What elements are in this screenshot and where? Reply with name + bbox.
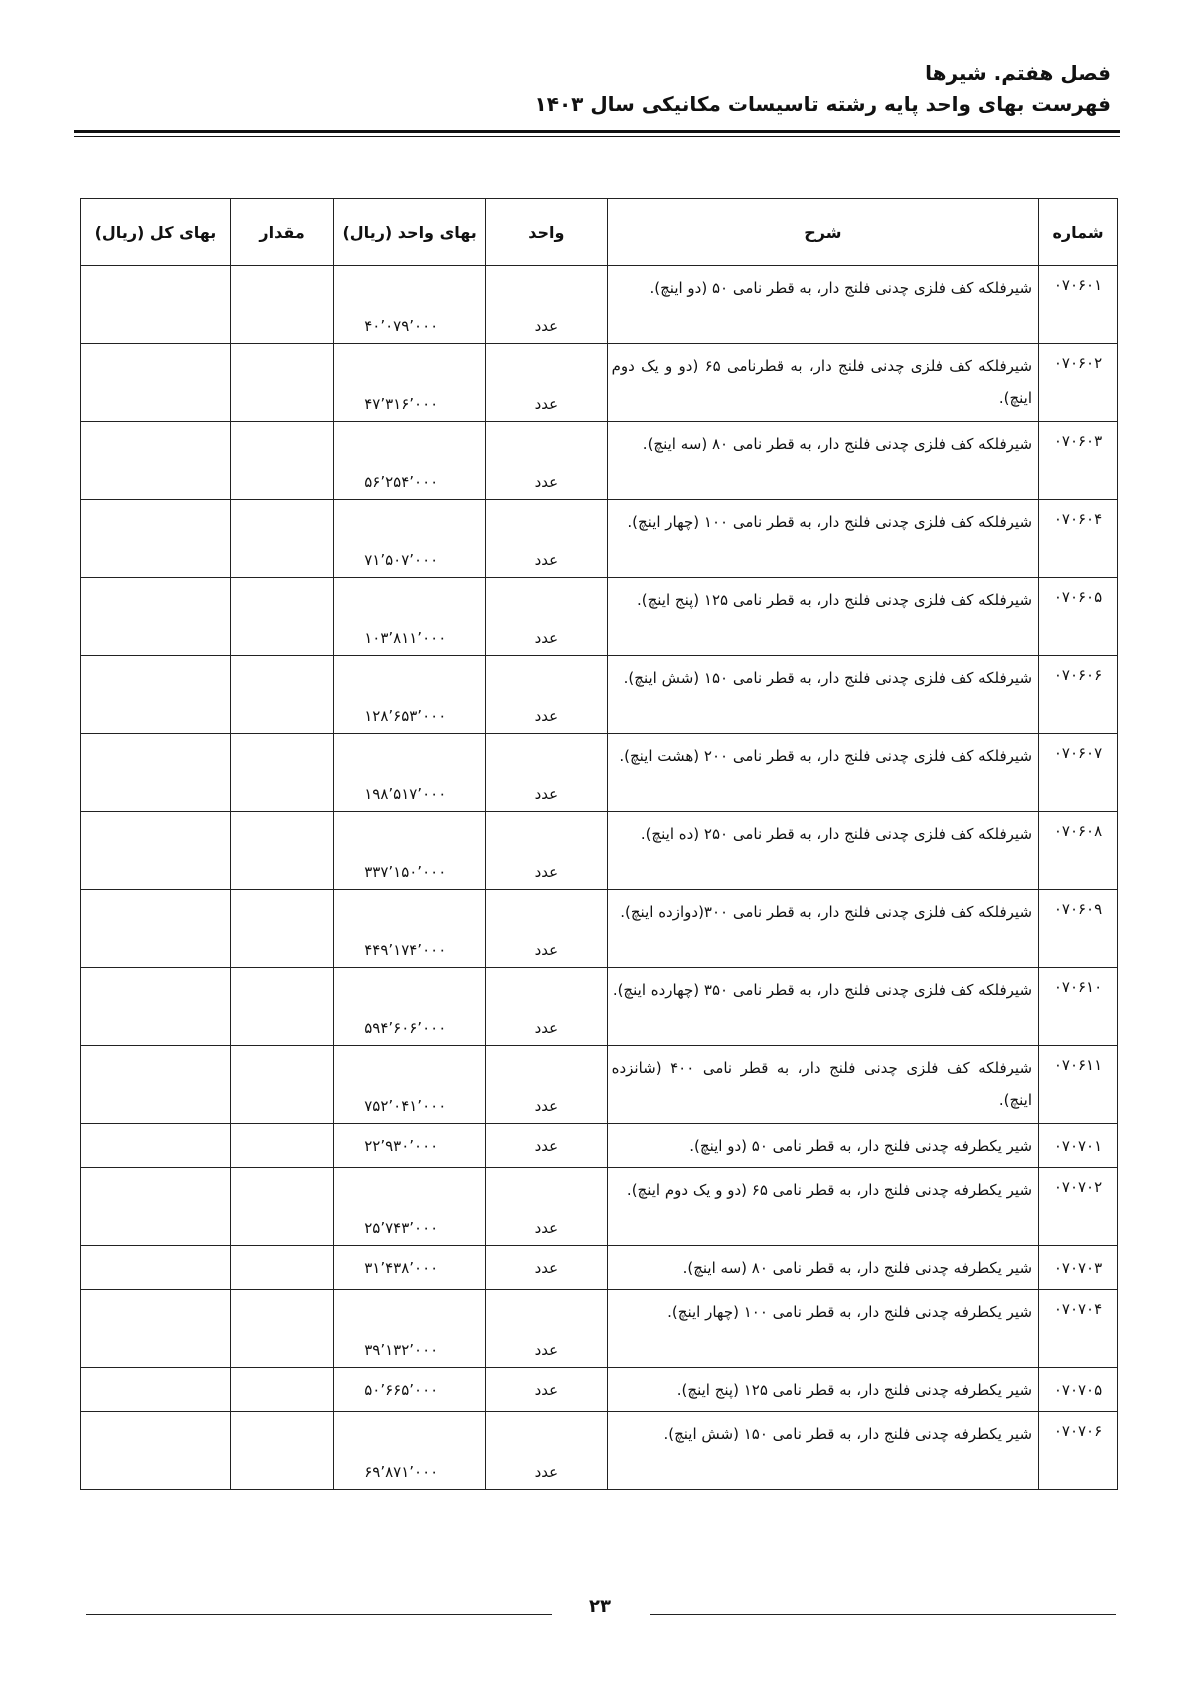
header-rule-thin <box>74 136 1120 137</box>
item-unit: عدد <box>486 422 608 500</box>
item-quantity <box>230 812 333 890</box>
item-unit-price: ۵۰٬۶۶۵٬۰۰۰ <box>334 1368 486 1412</box>
table-row <box>81 1412 1118 1490</box>
chapter-title: فصل هفتم. شیرها <box>925 61 1111 85</box>
footer-rule-left <box>86 1614 552 1615</box>
price-table <box>80 198 1118 1490</box>
item-description: شیرفلکه کف فلزی چدنی فلنج دار، به قطر نامی ۴۰۰ (شانزده اینچ). <box>607 1046 1038 1124</box>
item-unit: عدد <box>486 1168 608 1246</box>
item-quantity <box>230 968 333 1046</box>
item-description: شیرفلکه کف فلزی چدنی فلنج دار، به قطر نامی ۲۰۰ (هشت اینچ). <box>607 734 1038 812</box>
item-total <box>81 1290 231 1368</box>
item-code: ۰۷۰۶۰۱ <box>1039 266 1118 344</box>
item-unit-price: ۵۹۴٬۶۰۶٬۰۰۰ <box>334 968 486 1046</box>
table-row <box>81 1168 1118 1246</box>
footer-rule-right <box>650 1614 1116 1615</box>
page-number: ۲۳ <box>589 1596 611 1617</box>
item-description: شیرفلکه کف فلزی چدنی فلنج دار، به قطر نامی ۱۰۰ (چهار اینچ). <box>607 500 1038 578</box>
item-quantity <box>230 1290 333 1368</box>
item-unit-price: ۳۹٬۱۳۲٬۰۰۰ <box>334 1290 486 1368</box>
table-row <box>81 500 1118 578</box>
item-code: ۰۷۰۷۰۶ <box>1039 1412 1118 1490</box>
item-unit: عدد <box>486 890 608 968</box>
item-quantity <box>230 656 333 734</box>
item-unit: عدد <box>486 1368 608 1412</box>
item-total <box>81 656 231 734</box>
item-unit-price: ۴۰٬۰۷۹٬۰۰۰ <box>334 266 486 344</box>
item-unit: عدد <box>486 1412 608 1490</box>
item-quantity <box>230 1046 333 1124</box>
item-total <box>81 734 231 812</box>
item-quantity <box>230 1124 333 1168</box>
item-description: شیرفلکه کف فلزی چدنی فلنج دار، به قطر نامی ۵۰ (دو اینچ). <box>607 266 1038 344</box>
item-unit: عدد <box>486 656 608 734</box>
table-header-row <box>81 199 1118 266</box>
document-title: فهرست بهای واحد پایه رشته تاسیسات مکانیکی سال ۱۴۰۳ <box>534 92 1111 116</box>
item-unit-price: ۱۲۸٬۶۵۳٬۰۰۰ <box>334 656 486 734</box>
header-rule-thick <box>74 130 1120 133</box>
col-header-total: بهای کل (ریال) <box>81 199 231 266</box>
item-unit: عدد <box>486 344 608 422</box>
item-description: شیر یکطرفه چدنی فلنج دار، به قطر نامی ۱۰۰ (چهار اینچ). <box>607 1290 1038 1368</box>
item-total <box>81 1046 231 1124</box>
item-description: شیرفلکه کف فلزی چدنی فلنج دار، به قطر نامی ۱۵۰ (شش اینچ). <box>607 656 1038 734</box>
item-quantity <box>230 1246 333 1290</box>
table-row <box>81 1246 1118 1290</box>
table-row <box>81 578 1118 656</box>
col-header-unit: واحد <box>486 199 608 266</box>
item-quantity <box>230 734 333 812</box>
table-row <box>81 734 1118 812</box>
item-code: ۰۷۰۶۱۰ <box>1039 968 1118 1046</box>
table-row <box>81 422 1118 500</box>
item-code: ۰۷۰۶۰۸ <box>1039 812 1118 890</box>
item-total <box>81 1124 231 1168</box>
item-description: شیر یکطرفه چدنی فلنج دار، به قطر نامی ۶۵ (دو و یک دوم اینچ). <box>607 1168 1038 1246</box>
item-unit: عدد <box>486 578 608 656</box>
table-row <box>81 890 1118 968</box>
item-total <box>81 1412 231 1490</box>
item-description: شیر یکطرفه چدنی فلنج دار، به قطر نامی ۱۲۵ (پنج اینچ). <box>607 1368 1038 1412</box>
col-header-code: شماره <box>1039 199 1118 266</box>
col-header-qty: مقدار <box>230 199 333 266</box>
item-description: شیر یکطرفه چدنی فلنج دار، به قطر نامی ۱۵۰ (شش اینچ). <box>607 1412 1038 1490</box>
item-total <box>81 812 231 890</box>
item-unit: عدد <box>486 734 608 812</box>
item-unit-price: ۷۵۲٬۰۴۱٬۰۰۰ <box>334 1046 486 1124</box>
item-description: شیرفلکه کف فلزی چدنی فلنج دار، به قطر نامی ۲۵۰ (ده اینچ). <box>607 812 1038 890</box>
item-unit-price: ۴۷٬۳۱۶٬۰۰۰ <box>334 344 486 422</box>
item-code: ۰۷۰۶۰۲ <box>1039 344 1118 422</box>
item-quantity <box>230 578 333 656</box>
item-description: شیر یکطرفه چدنی فلنج دار، به قطر نامی ۸۰ (سه اینچ). <box>607 1246 1038 1290</box>
col-header-desc: شرح <box>607 199 1038 266</box>
item-code: ۰۷۰۶۰۳ <box>1039 422 1118 500</box>
item-unit: عدد <box>486 266 608 344</box>
item-code: ۰۷۰۷۰۵ <box>1039 1368 1118 1412</box>
item-description: شیر یکطرفه چدنی فلنج دار، به قطر نامی ۵۰ (دو اینچ). <box>607 1124 1038 1168</box>
item-unit: عدد <box>486 500 608 578</box>
item-unit-price: ۲۵٬۷۴۳٬۰۰۰ <box>334 1168 486 1246</box>
item-unit-price: ۷۱٬۵۰۷٬۰۰۰ <box>334 500 486 578</box>
item-unit-price: ۵۶٬۲۵۴٬۰۰۰ <box>334 422 486 500</box>
item-code: ۰۷۰۷۰۳ <box>1039 1246 1118 1290</box>
item-code: ۰۷۰۶۰۷ <box>1039 734 1118 812</box>
item-description: شیرفلکه کف فلزی چدنی فلنج دار، به قطر نامی ۸۰ (سه اینچ). <box>607 422 1038 500</box>
item-unit: عدد <box>486 1246 608 1290</box>
col-header-unit-price: بهای واحد (ریال) <box>334 199 486 266</box>
table-row <box>81 1124 1118 1168</box>
item-quantity <box>230 1168 333 1246</box>
item-total <box>81 1246 231 1290</box>
item-quantity <box>230 890 333 968</box>
item-code: ۰۷۰۶۰۹ <box>1039 890 1118 968</box>
item-unit: عدد <box>486 1290 608 1368</box>
item-unit-price: ۱۹۸٬۵۱۷٬۰۰۰ <box>334 734 486 812</box>
item-unit: عدد <box>486 1046 608 1124</box>
item-description: شیرفلکه کف فلزی چدنی فلنج دار، به قطرنامی ۶۵ (دو و یک دوم اینچ). <box>607 344 1038 422</box>
item-quantity <box>230 422 333 500</box>
item-total <box>81 578 231 656</box>
item-code: ۰۷۰۷۰۱ <box>1039 1124 1118 1168</box>
item-unit-price: ۶۹٬۸۷۱٬۰۰۰ <box>334 1412 486 1490</box>
item-code: ۰۷۰۷۰۴ <box>1039 1290 1118 1368</box>
item-quantity <box>230 266 333 344</box>
item-description: شیرفلکه کف فلزی چدنی فلنج دار، به قطر نامی ۳۵۰ (چهارده اینچ). <box>607 968 1038 1046</box>
table-row <box>81 1046 1118 1124</box>
item-quantity <box>230 344 333 422</box>
item-code: ۰۷۰۶۱۱ <box>1039 1046 1118 1124</box>
item-unit-price: ۳۳۷٬۱۵۰٬۰۰۰ <box>334 812 486 890</box>
item-quantity <box>230 1368 333 1412</box>
item-code: ۰۷۰۶۰۵ <box>1039 578 1118 656</box>
table-row <box>81 344 1118 422</box>
item-unit-price: ۴۴۹٬۱۷۴٬۰۰۰ <box>334 890 486 968</box>
table-row <box>81 1368 1118 1412</box>
item-total <box>81 1368 231 1412</box>
item-total <box>81 422 231 500</box>
item-unit: عدد <box>486 968 608 1046</box>
item-quantity <box>230 500 333 578</box>
item-quantity <box>230 1412 333 1490</box>
item-unit-price: ۱۰۳٬۸۱۱٬۰۰۰ <box>334 578 486 656</box>
item-total <box>81 1168 231 1246</box>
table-row <box>81 656 1118 734</box>
item-description: شیرفلکه کف فلزی چدنی فلنج دار، به قطر نامی ۱۲۵ (پنج اینچ). <box>607 578 1038 656</box>
item-code: ۰۷۰۶۰۶ <box>1039 656 1118 734</box>
item-description: شیرفلکه کف فلزی چدنی فلنج دار، به قطر نامی ۳۰۰(دوازده اینچ). <box>607 890 1038 968</box>
table-row <box>81 812 1118 890</box>
item-total <box>81 890 231 968</box>
item-unit: عدد <box>486 1124 608 1168</box>
item-code: ۰۷۰۷۰۲ <box>1039 1168 1118 1246</box>
item-total <box>81 344 231 422</box>
item-unit: عدد <box>486 812 608 890</box>
page-header <box>71 58 1111 120</box>
item-total <box>81 266 231 344</box>
item-total <box>81 500 231 578</box>
table-row <box>81 1290 1118 1368</box>
item-unit-price: ۳۱٬۴۳۸٬۰۰۰ <box>334 1246 486 1290</box>
item-code: ۰۷۰۶۰۴ <box>1039 500 1118 578</box>
table-row <box>81 968 1118 1046</box>
item-total <box>81 968 231 1046</box>
item-unit-price: ۲۲٬۹۳۰٬۰۰۰ <box>334 1124 486 1168</box>
table-row <box>81 266 1118 344</box>
